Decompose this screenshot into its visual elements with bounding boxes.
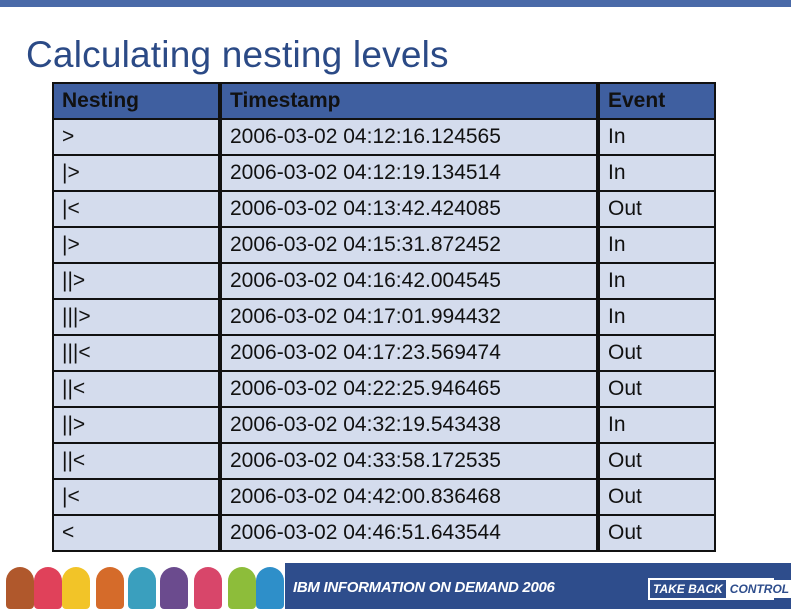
timestamp-cell: 2006-03-02 04:33:58.172535 xyxy=(222,444,596,478)
event-cell: In xyxy=(600,300,714,334)
nesting-table xyxy=(52,82,716,552)
header-nesting: Nesting xyxy=(54,84,218,118)
nesting-cell: < xyxy=(54,516,218,550)
person-image xyxy=(194,567,222,609)
timestamp-cell: 2006-03-02 04:46:51.643544 xyxy=(222,516,596,550)
badge-left-text: TAKE BACK xyxy=(653,582,723,596)
timestamp-cell: 2006-03-02 04:15:31.872452 xyxy=(222,228,596,262)
timestamp-cell: 2006-03-02 04:16:42.004545 xyxy=(222,264,596,298)
event-cell: In xyxy=(600,408,714,442)
footer-banner xyxy=(0,563,791,609)
slide-title: Calculating nesting levels xyxy=(26,34,449,75)
event-cell: Out xyxy=(600,372,714,406)
timestamp-cell: 2006-03-02 04:13:42.424085 xyxy=(222,192,596,226)
take-back-control-logo xyxy=(648,578,790,600)
person-image xyxy=(128,567,156,609)
event-cell: Out xyxy=(600,516,714,550)
event-name: IBM INFORMATION ON DEMAND 2006 xyxy=(293,579,555,596)
person-image xyxy=(6,567,34,609)
event-cell: In xyxy=(600,228,714,262)
header-timestamp: Timestamp xyxy=(222,84,596,118)
nesting-cell: |||< xyxy=(54,336,218,370)
nesting-cell: ||> xyxy=(54,264,218,298)
timestamp-cell: 2006-03-02 04:17:01.994432 xyxy=(222,300,596,334)
nesting-cell: |> xyxy=(54,228,218,262)
nesting-cell: ||> xyxy=(54,408,218,442)
nesting-cell: |< xyxy=(54,480,218,514)
nesting-cell: > xyxy=(54,120,218,154)
header-event: Event xyxy=(600,84,714,118)
people-photo-strip xyxy=(0,563,285,609)
nesting-cell: ||< xyxy=(54,444,218,478)
event-cell: In xyxy=(600,156,714,190)
event-cell: In xyxy=(600,120,714,154)
event-cell: Out xyxy=(600,336,714,370)
nesting-cell: |< xyxy=(54,192,218,226)
person-image xyxy=(34,567,62,609)
nesting-cell: |> xyxy=(54,156,218,190)
timestamp-cell: 2006-03-02 04:22:25.946465 xyxy=(222,372,596,406)
timestamp-cell: 2006-03-02 04:32:19.543438 xyxy=(222,408,596,442)
person-image xyxy=(96,567,124,609)
event-cell: In xyxy=(600,264,714,298)
timestamp-cell: 2006-03-02 04:42:00.836468 xyxy=(222,480,596,514)
event-cell: Out xyxy=(600,480,714,514)
top-accent-bar xyxy=(0,0,791,7)
person-image xyxy=(256,567,284,609)
nesting-cell: ||< xyxy=(54,372,218,406)
timestamp-cell: 2006-03-02 04:12:19.134514 xyxy=(222,156,596,190)
person-image xyxy=(160,567,188,609)
timestamp-cell: 2006-03-02 04:17:23.569474 xyxy=(222,336,596,370)
person-image xyxy=(228,567,256,609)
person-image xyxy=(62,567,90,609)
badge-right-text: CONTROL xyxy=(726,580,793,598)
event-cell: Out xyxy=(600,192,714,226)
event-cell: Out xyxy=(600,444,714,478)
timestamp-cell: 2006-03-02 04:12:16.124565 xyxy=(222,120,596,154)
nesting-cell: |||> xyxy=(54,300,218,334)
